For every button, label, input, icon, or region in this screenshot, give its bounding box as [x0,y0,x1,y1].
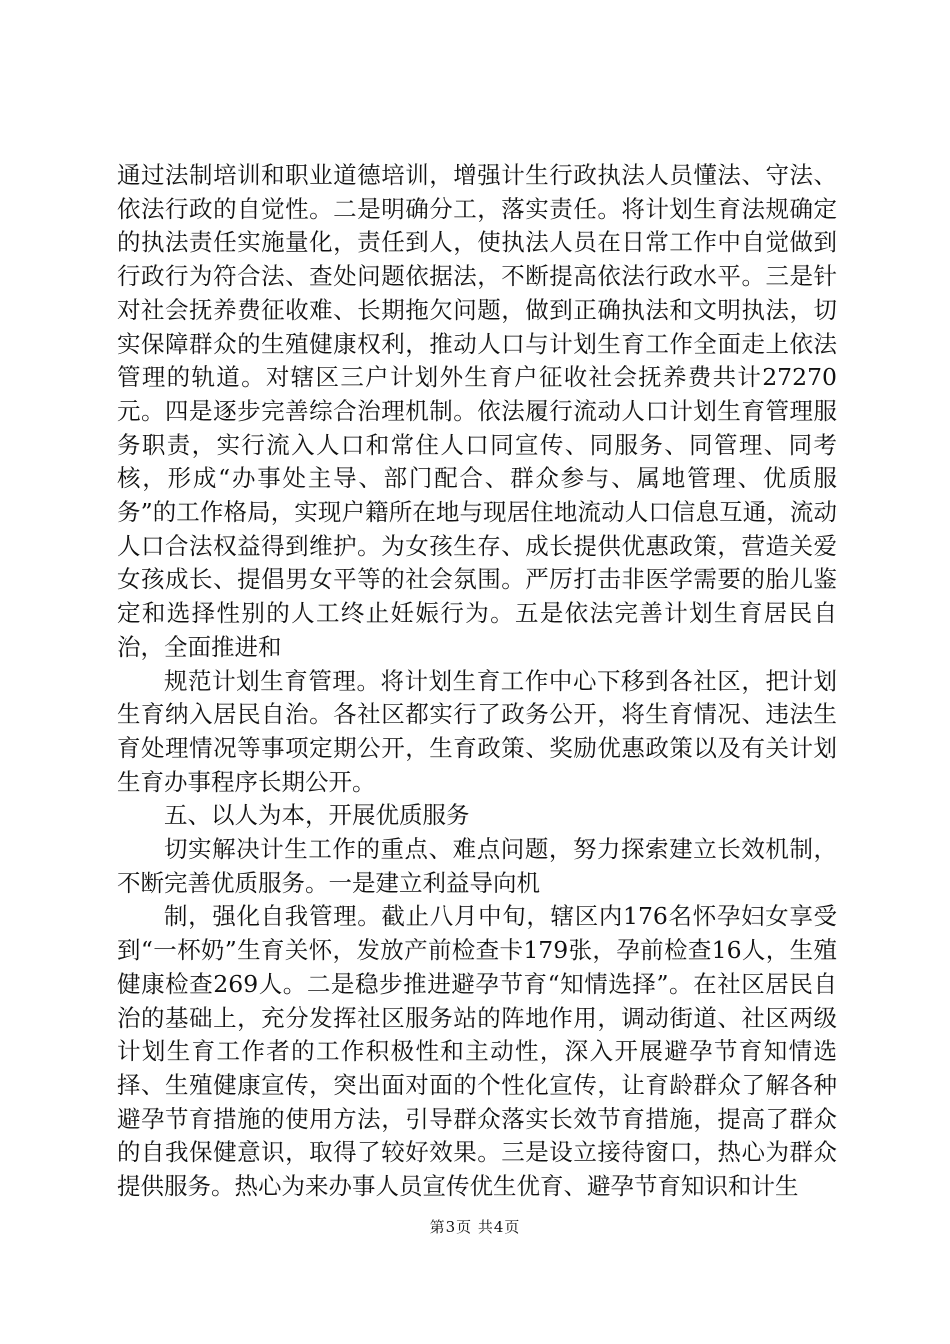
document-body [117,159,837,1204]
paragraph-quality-service: 切实解决计生工作的重点、难点问题，努力探索建立长效机制，不断完善优质服务。一是建立利益导向机 [117,835,837,897]
paragraph-measures: 制，强化自我管理。截止八月中旬，辖区内176名怀孕妇女享受到“一杯奶”生育关怀，发放产前检查卡179张，孕前检查16人，生殖健康检查269人。二是稳步推进避孕节育“知情选择”。在社区居民自治的基础上，充分发挥社区服务站的阵地作用，调动街道、社区两级计划生育工作者的工作积极性和主动性，深入开展避孕节育知情选择、生殖健康宣传，突出面对面的个性化宣传，让育龄群众了解各种避孕节育措施的使用方法，引导群众落实长效节育措施，提高了群众的自我保健意识，取得了较好效果。三是设立接待窗口，热心为群众提供服务。热心为来办事人员宣传优生优育、避孕节育知识和计生 [117,902,837,1201]
page-footer: 第3页 共4页 [429,1218,521,1236]
section-heading: 五、以人为本，开展优质服务 [164,801,470,830]
paragraph-autonomy: 规范计划生育管理。将计划生育工作中心下移到各社区，把计划生育纳入居民自治。各社区都实行了政务公开，将生育情况、违法生育处理情况等事项定期公开，生育政策、奖励优惠政策以及有关计划生育办事程序长期公开。 [117,666,837,796]
paragraph-continuation: 通过法制培训和职业道德培训，增强计生行政执法人员懂法、守法、依法行政的自觉性。二是明确分工，落实责任。将计划生育法规确定的执法责任实施量化，责任到人，使执法人员在日常工作中自觉做到行政行为符合法、查处问题依据法，不断提高依法行政水平。三是针对社会抚养费征收难、长期拖欠问题，做到正确执法和文明执法，切实保障群众的生殖健康权利，推动人口与计划生育工作全面走上依法管理的轨道。对辖区三户计划外生育户征收社会抚养费共计27270元。四是逐步完善综合治理机制。依法履行流动人口计划生育管理服务职责，实行流入人口和常住人口同宣传、同服务、同管理、同考核，形成“办事处主导、部门配合、群众参与、属地管理、优质服务”的工作格局，实现户籍所在地与现居住地流动人口信息互通，流动人口合法权益得到维护。为女孩生存、成长提供优惠政策，营造关爱女孩成长、提倡男女平等的社会氛围。严厉打击非医学需要的胎儿鉴定和选择性别的人工终止妊娠行为。五是依法完善计划生育居民自治，全面推进和 [117,161,837,661]
